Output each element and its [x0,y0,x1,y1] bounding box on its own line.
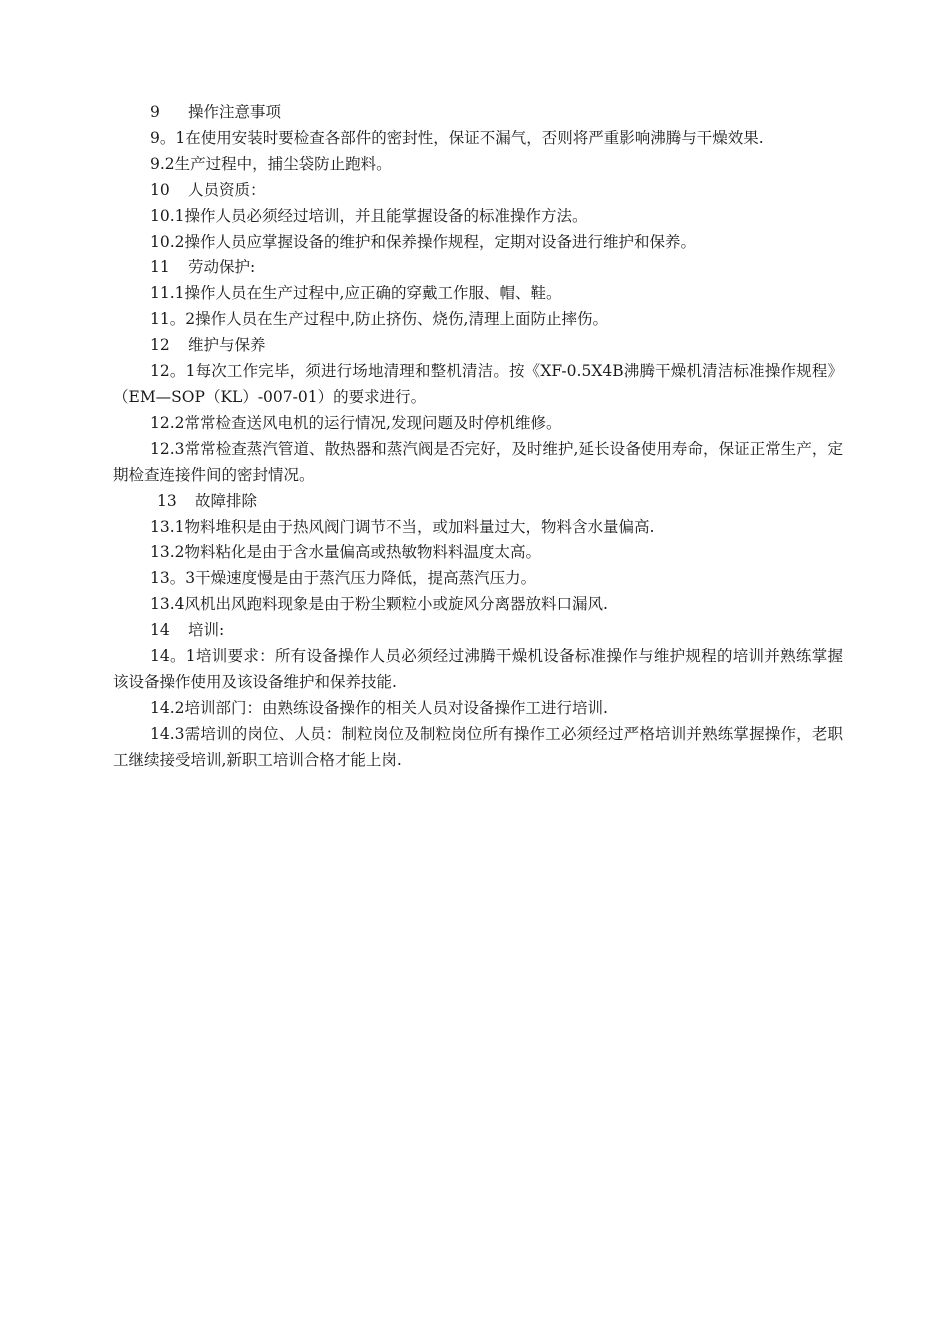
section-heading-13 [113,489,843,515]
section-title: 人员资质： [188,180,266,199]
paragraph-9-1: 9。1在使用安装时要检查各部件的密封性，保证不漏气，否则将严重影响沸腾与干燥效果. [150,128,764,147]
paragraph-11-1: 11.1操作人员在生产过程中,应正确的穿戴工作服、帽、鞋。 [150,284,562,303]
section-heading-12 [113,333,843,359]
section-number: 13 [157,491,177,510]
paragraph-12-3: 12.3常常检查蒸汽管道、散热器和蒸汽阀是否完好，及时维护,延长设备使用寿命，保证正常生产，定期检查连接件间的密封情况。 [113,439,843,484]
section-title: 培训: [188,621,225,640]
paragraph-14-1: 14。1培训要求：所有设备操作人员必须经过沸腾干燥机设备标准操作与维护规程的培训并熟练掌握该设备操作使用及该设备维护和保养技能. [113,647,843,691]
section-heading-14 [113,618,843,644]
section-number: 11 [150,258,170,277]
paragraph-10-1: 10.1操作人员必须经过培训，并且能掌握设备的标准操作方法。 [150,206,588,225]
paragraph-11-2: 11。2操作人员在生产过程中,防止挤伤、烧伤,清理上面防止摔伤。 [150,310,608,329]
section-title: 劳动保护: [188,258,256,277]
paragraph-14-2: 14.2培训部门：由熟练设备操作的相关人员对设备操作工进行培训. [150,698,608,717]
section-title: 维护与保养 [188,336,266,355]
section-number: 9 [150,103,160,121]
paragraph-13-3: 13。3干燥速度慢是由于蒸汽压力降低，提高蒸汽压力。 [150,569,537,588]
paragraph-9-2: 9.2生产过程中，捕尘袋防止跑料。 [150,154,392,173]
document-page [113,100,843,774]
section-heading-9 [113,100,843,126]
paragraph-13-2: 13.2物料粘化是由于含水量偏高或热敏物料料温度太高。 [150,543,542,562]
section-heading-10 [113,178,843,204]
section-heading-11 [113,255,843,281]
paragraph-10-2: 10.2操作人员应掌握设备的维护和保养操作规程，定期对设备进行维护和保养。 [150,232,697,251]
paragraph-14-3: 14.3需培训的岗位、人员：制粒岗位及制粒岗位所有操作工必须经过严格培训并熟练掌握操作，老职工继续接受培训,新职工培训合格才能上岗. [113,724,843,769]
section-number: 10 [150,180,170,199]
paragraph-13-4: 13.4风机出风跑料现象是由于粉尘颗粒小或旋风分离器放料口漏风. [150,595,608,614]
section-number: 14 [150,621,170,640]
section-title: 故障排除 [195,491,258,510]
section-number: 12 [150,336,170,355]
section-title: 操作注意事项 [188,103,282,121]
paragraph-12-2: 12.2常常检查送风电机的运行情况,发现问题及时停机维修。 [150,413,562,432]
paragraph-13-1: 13.1物料堆积是由于热风阀门调节不当，或加料量过大，物料含水量偏高. [150,517,655,536]
paragraph-12-1: 12。1每次工作完毕，须进行场地清理和整机清洁。按《XF-0.5X4B沸腾干燥机清洁标准操作规程》（EM—SOP（KL）-007-01）的要求进行。 [113,362,843,406]
